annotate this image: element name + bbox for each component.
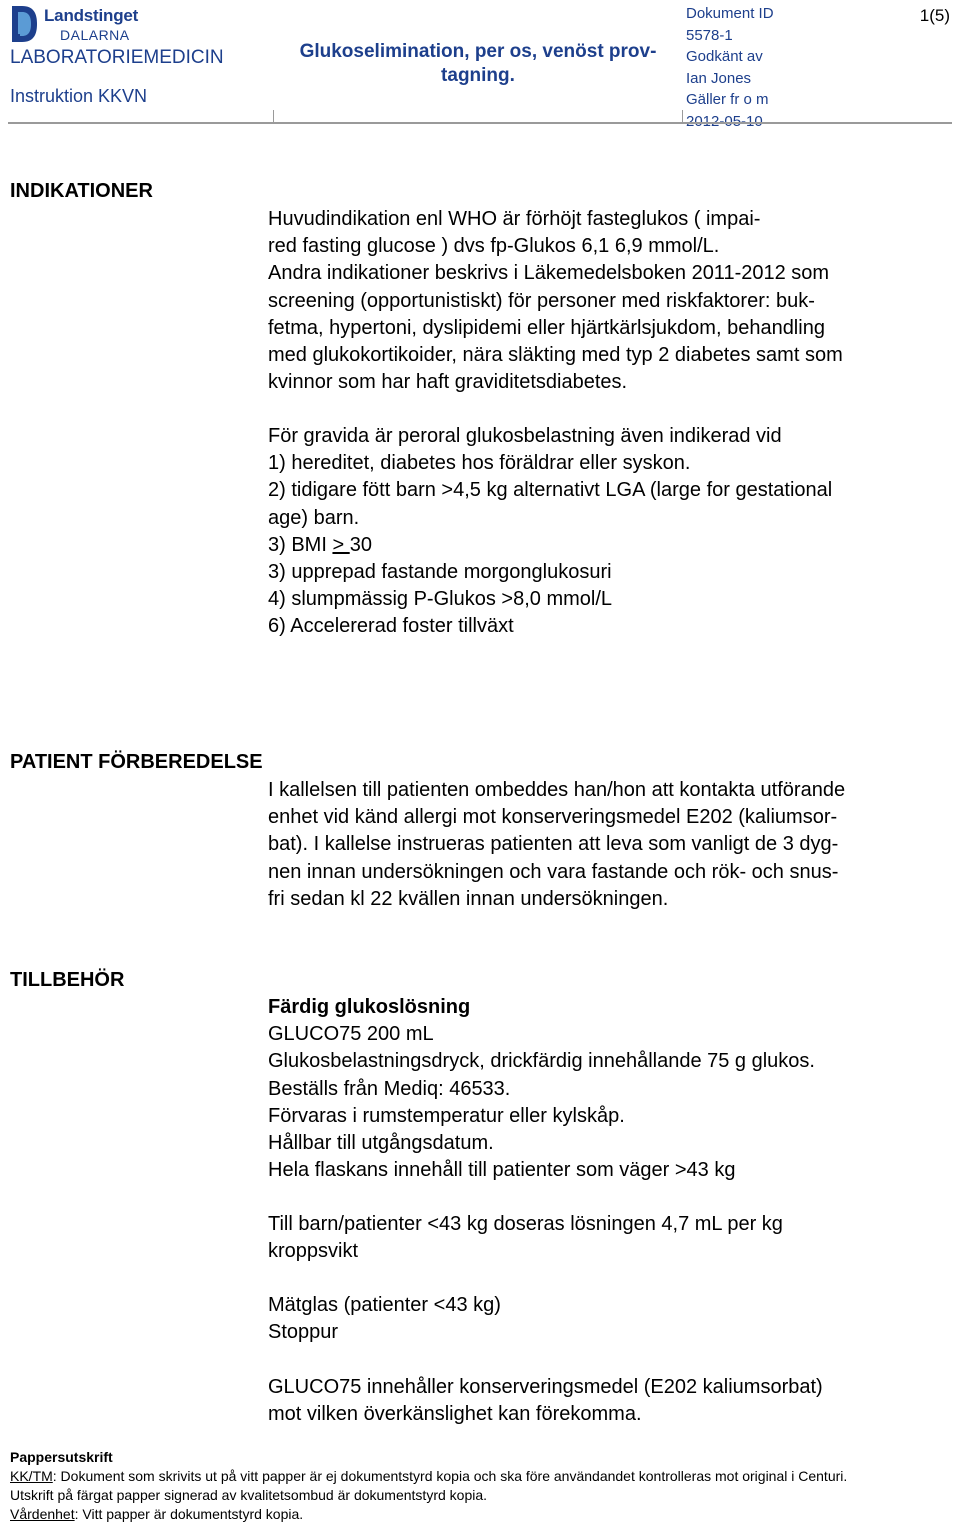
- footer-kktm-text: : Dokument som skrivits ut på vitt papper är ej dokumentstyrd kopia och ska före användandet kontrolleras mot original i Centuri.: [52, 1468, 848, 1484]
- text-line: 1) hereditet, diabetes hos föräldrar eller syskon.: [268, 452, 691, 475]
- bmi-line: [268, 532, 832, 559]
- footer-unit-label: Vårdenhet: [10, 1506, 75, 1522]
- document-type: Instruktion KKVN: [10, 86, 148, 106]
- list-item: Stoppur: [268, 1321, 339, 1344]
- header-divider: [8, 122, 952, 124]
- valid-from-label: Gäller fr o m: [686, 91, 769, 108]
- approved-by-value: Ian Jones: [686, 69, 752, 87]
- equipment-list: [268, 1292, 501, 1346]
- text-line: med glukokortikoider, nära släkting med typ 2 diabetes samt som: [268, 343, 843, 366]
- subheading-glucose-solution: Färdig glukoslösning: [268, 996, 471, 1018]
- department-name: LABORATORIEMEDICIN: [10, 47, 224, 68]
- doc-id-value: 5578-1: [686, 26, 733, 44]
- bmi-prefix: 3) BMI: [268, 533, 333, 556]
- bmi-greater-equal-symbol: >: [332, 533, 350, 556]
- text-line: Andra indikationer beskrivs i Läkemedelsboken 2011-2012 som: [268, 262, 830, 285]
- text-line: 4) slumpmässig P-Glukos >8,0 mmol/L: [268, 588, 613, 611]
- doc-id-label: Dokument ID: [686, 5, 774, 22]
- document-title-line-2: tagning.: [441, 65, 515, 86]
- header-column-tick: [273, 110, 274, 122]
- text-line: kroppsvikt: [268, 1240, 359, 1263]
- approved-label: Godkänt av: [686, 48, 763, 65]
- text-line: bat). I kallelse instrueras patienten att leva som vanligt de 3 dyg-: [268, 833, 839, 856]
- warning-text: [268, 1374, 823, 1428]
- footer-heading: Pappersutskrift: [10, 1449, 113, 1465]
- text-line: Hela flaskans innehåll till patienter som väger >43 kg: [268, 1159, 736, 1182]
- document-metadata: [686, 3, 774, 132]
- patient-preparation-text: [268, 777, 845, 913]
- landstinget-logo-icon: [10, 4, 38, 44]
- text-line: nen innan undersökningen och vara fastande och rök- och snus-: [268, 860, 839, 883]
- text-line: Beställs från Mediq: 46533.: [268, 1077, 511, 1100]
- pregnancy-indications: [268, 423, 832, 641]
- header-column-tick: [682, 110, 683, 122]
- text-line: 6) Accelererad foster tillväxt: [268, 615, 514, 638]
- text-line: Huvudindikation enl WHO är förhöjt fasteglukos ( impai-: [268, 208, 761, 230]
- tillbehor-text: [268, 994, 815, 1184]
- org-name: Landstinget: [44, 6, 139, 25]
- page-footer: [10, 1448, 847, 1524]
- text-line: screening (opportunistiskt) för personer med riskfaktorer: buk-: [268, 289, 815, 312]
- footer-unit-line: [10, 1505, 847, 1524]
- list-item: Mätglas (patienter <43 kg): [268, 1294, 501, 1316]
- text-line: kvinnor som har haft graviditetsdiabetes.: [268, 371, 628, 394]
- document-title: [278, 40, 678, 88]
- text-line: red fasting glucose ) dvs fp-Glukos 6,1 6,9 mmol/L.: [268, 235, 720, 258]
- text-line: age) barn.: [268, 506, 360, 529]
- text-line: fetma, hypertoni, dyslipidemi eller hjärtkärlsjukdom, behandling: [268, 316, 825, 339]
- child-dosage-text: [268, 1211, 783, 1265]
- document-title-line-1: Glukoselimination, per os, venöst prov-: [299, 41, 657, 62]
- org-subname: DALARNA: [60, 27, 130, 43]
- text-line: 2) tidigare fött barn >4,5 kg alternativt LGA (large for gestational: [268, 479, 833, 502]
- text-line: fri sedan kl 22 kvällen innan undersökningen.: [268, 887, 669, 910]
- bmi-value: 30: [349, 533, 372, 556]
- text-line: enhet vid känd allergi mot konserveringsmedel E202 (kaliumsor-: [268, 806, 838, 829]
- text-line: GLUCO75 200 mL: [268, 1023, 434, 1046]
- footer-unit-text: : Vitt papper är dokumentstyrd kopia.: [74, 1506, 304, 1522]
- footer-kktm-label: KK/TM: [10, 1468, 53, 1484]
- page-number: 1(5): [919, 6, 950, 25]
- section-heading-patient: PATIENT FÖRBEREDELSE: [10, 751, 263, 773]
- indikationer-text: [268, 206, 843, 396]
- text-line: Hållbar till utgångsdatum.: [268, 1131, 494, 1154]
- text-line: Förvaras i rumstemperatur eller kylskåp.: [268, 1104, 625, 1127]
- text-line: Till barn/patienter <43 kg doseras lösningen 4,7 mL per kg: [268, 1213, 783, 1235]
- section-heading-indikationer: INDIKATIONER: [10, 180, 153, 202]
- section-heading-tillbehor: TILLBEHÖR: [10, 969, 125, 991]
- text-line: I kallelsen till patienten ombeddes han/hon att kontakta utförande: [268, 779, 846, 801]
- text-line: 3) upprepad fastande morgonglukosuri: [268, 560, 612, 583]
- text-line: För gravida är peroral glukosbelastning även indikerad vid: [268, 425, 782, 447]
- footer-kktm-line: [10, 1467, 847, 1486]
- valid-from-value: 2012-05-10: [686, 112, 763, 130]
- footer-colored-paper-line: Utskrift på färgat papper signerad av kvalitetsombud är dokumentstyrd kopia.: [10, 1487, 488, 1503]
- text-line: mot vilken överkänslighet kan förekomma.: [268, 1403, 642, 1426]
- text-line: GLUCO75 innehåller konserveringsmedel (E202 kaliumsorbat): [268, 1376, 823, 1398]
- text-line: Glukosbelastningsdryck, drickfärdig innehållande 75 g glukos.: [268, 1050, 815, 1073]
